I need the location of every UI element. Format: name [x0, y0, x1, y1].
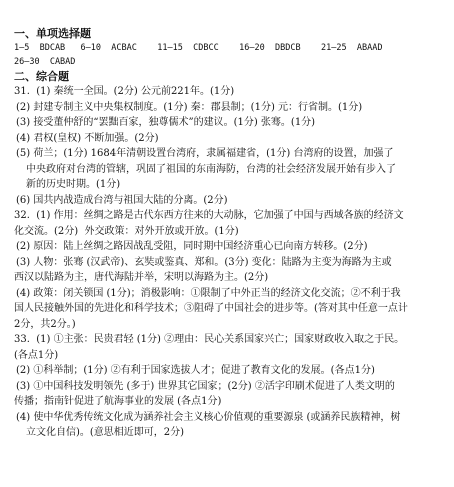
- q31-line: (3) 接受董仲舒的“罢黜百家，独尊儒术”的建议。(1分) 张骞。(1分): [16, 117, 316, 128]
- choice-answers-row-1: 1—5 BDCAB 6—10 ACBAC 11—15 CDBCC 16—20 DBDCB 21—25 ABAAD: [14, 43, 383, 53]
- q33-line: 33. (1) ①主张：民贵君轻 (1分) ②理由：民心关系国家兴亡；国家财政收入取之于民。: [14, 334, 405, 345]
- q32-line: 2分，共2分。): [14, 318, 76, 330]
- q31-line: 31. (1) 秦统一全国。(2分) 公元前221年。(1分): [14, 86, 235, 97]
- q32-line: 化交流。(2分) 外交政策：对外开放或开放。(1分): [14, 225, 239, 237]
- q32-line: (2) 原因：陆上丝绸之路因战乱受阻，同时期中国经济重心已向南方转移。(2分): [16, 241, 368, 252]
- q32-line: 32. (1) 作用：丝绸之路是古代东西方往来的大动脉，它加强了中国与西域各族的经济文: [14, 210, 404, 221]
- q33-line: (2) ①科举制；(1分) ②有利于国家选拔人才；促进了教育文化的发展。(各点1分): [16, 365, 375, 376]
- q33-line: (3) ①中国科技发明领先 (多于) 世界其它国家；(2分) ②活字印刷术促进了人类文明的: [16, 380, 395, 392]
- section-title-choice: 一、单项选择题: [14, 27, 91, 40]
- q31-line: 新的历史时期。(1分): [26, 179, 121, 190]
- q31-line: 中央政府对台湾的管辖，巩固了祖国的东南海防，台湾的社会经济发展开始有步入了: [26, 163, 396, 175]
- q32-line: (4) 政策：闭关锁国 (1分)；消极影响：①限制了中外正当的经济文化交流；②不利于我: [16, 287, 401, 299]
- q32-line: 西汉以陆路为主，唐代海陆并举，宋明以海路为主。(2分): [14, 272, 269, 283]
- choice-answers-row-2: 26—30 CABAD: [14, 57, 76, 67]
- q33-line: (4) 使中华优秀传统文化成为涵养社会主义核心价值观的重要源泉 (或涵养民族精神，树: [16, 411, 401, 423]
- q33-line: 传播；指南针促进了航海事业的发展 (各点1分): [14, 396, 222, 407]
- q32-line: (3) 人物：张骞 (汉武帝)、玄奘或鉴真、郑和。(3分) 变化：陆路为主变为海路为主或: [16, 256, 392, 268]
- q31-line: (2) 封建专制主义中央集权制度。(1分) 秦：郡县制；(1分) 元：行省制。(1分): [16, 101, 363, 113]
- q33-line: (各点1分): [14, 349, 59, 361]
- q33-line: 立文化自信)。(意思相近即可，2分): [26, 427, 185, 438]
- q31-line: (5) 荷兰；(1分) 1684年清朝设置台湾府，隶属福建省，(1分) 台湾府的设置，加强了: [16, 148, 394, 159]
- q31-line: (6) 国共内战造成台湾与祖国大陆的分离。(2分): [16, 194, 228, 206]
- q32-line: 国人民接触外国的先进化和科学技术；③阻碍了中国社会的进步等。(答对其中任意一点计: [14, 303, 408, 314]
- q31-line: (4) 君权(皇权) 不断加强。(2分): [16, 132, 159, 144]
- section-title-comprehensive: 二、综合题: [14, 70, 69, 83]
